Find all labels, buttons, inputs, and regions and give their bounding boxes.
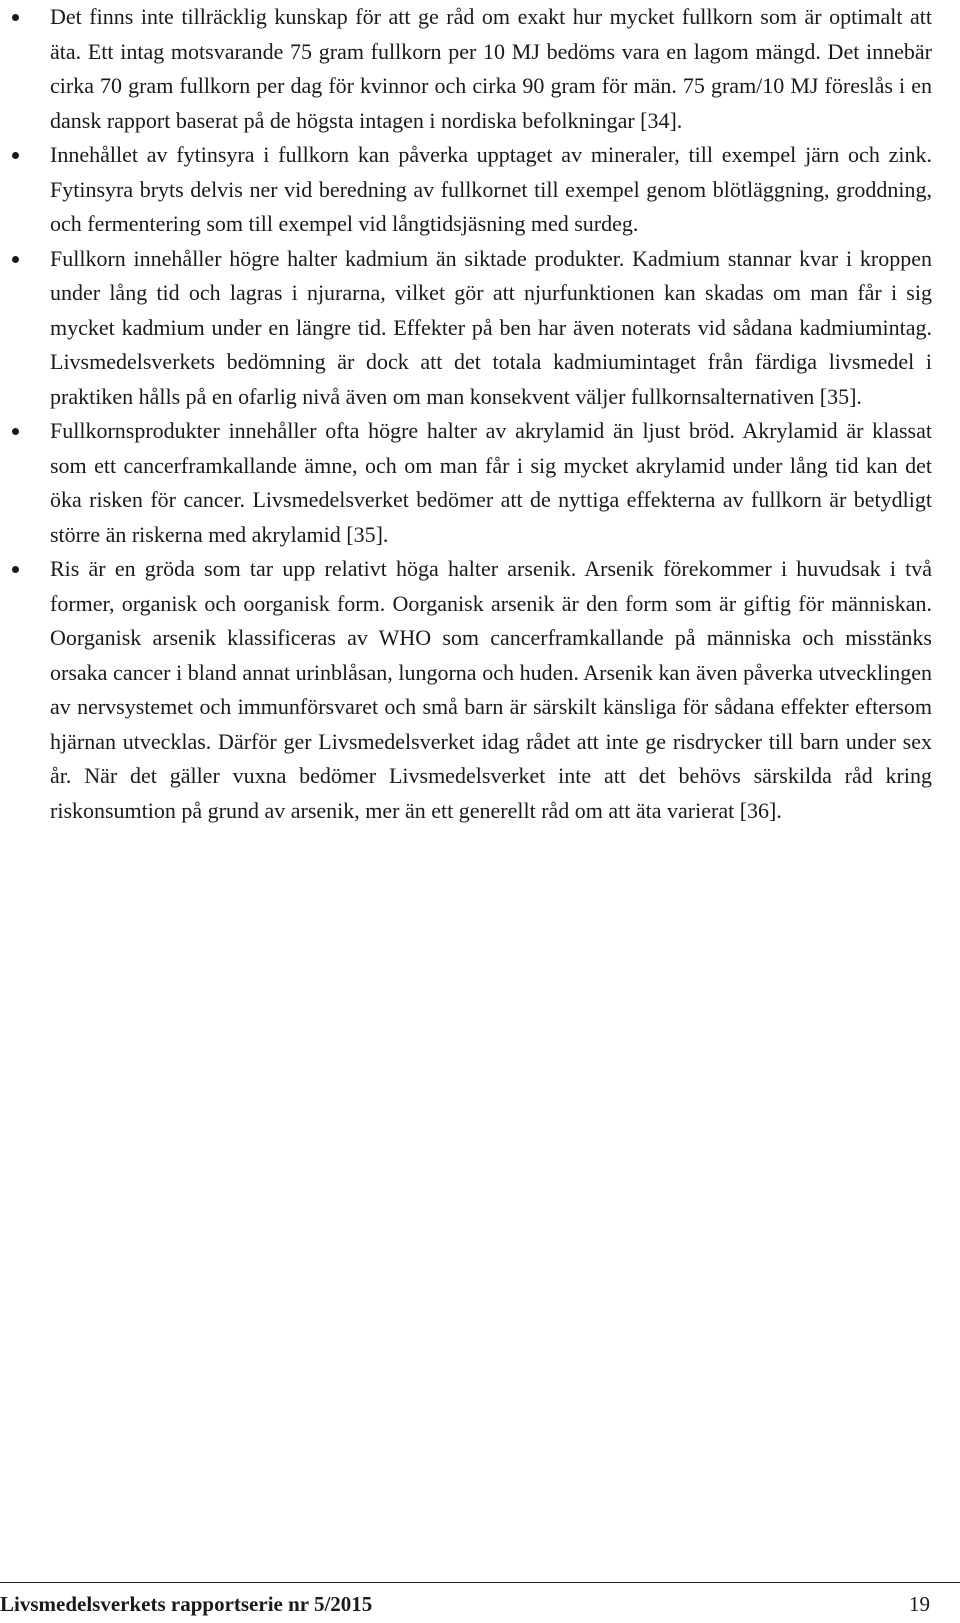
report-series-label: Livsmedelsverkets rapportserie nr 5/2015 bbox=[0, 1592, 373, 1616]
bullet-dot bbox=[12, 14, 19, 21]
bullet-dot bbox=[12, 428, 19, 435]
bullet-dot bbox=[12, 152, 19, 159]
bullet-dot bbox=[12, 256, 19, 263]
page-number: 19 bbox=[909, 1592, 930, 1616]
bullet-item-arsenic bbox=[0, 552, 960, 828]
bullet-text: Innehållet av fytinsyra i fullkorn kan påverka upptaget av mineraler, till exempel järn och zink. Fytinsyra bryts delvis ner vid beredning av fullkornet till exempel genom blötläggning, groddning, och fermentering som till exempel vid långtidsjäsning med surdeg. bbox=[50, 142, 932, 236]
bullet-text: Ris är en gröda som tar upp relativt höga halter arsenik. Arsenik förekommer i huvudsak i två former, organisk och oorganisk form. Oorganisk arsenik är den form som är giftig för människan. Oorganisk arsenik klassificeras av WHO som cancerframkallande på människa och misstänks orsaka cancer i bland annat urinblåsan, lungorna och huden. Arsenik kan även påverka utvecklingen av nervsystemet och immunförsvaret och små barn är särskilt känsliga för sådana effekter eftersom hjärnan utvecklas. Därför ger Livsmedelsverket idag rådet att inte ge risdrycker till barn under sex år. När det gäller vuxna bedömer Livsmedelsverket inte att det behövs särskilda råd kring riskonsumtion på grund av arsenik, mer än ett generellt råd om att äta varierat [36]. bbox=[50, 556, 932, 823]
bullet-item-whole-grain-amount bbox=[0, 0, 960, 138]
bullet-item-phytic-acid bbox=[0, 138, 960, 242]
bullet-dot bbox=[12, 566, 19, 573]
bullet-item-cadmium bbox=[0, 242, 960, 415]
bullet-text: Fullkornsprodukter innehåller ofta högre halter av akrylamid än ljust bröd. Akrylamid är klassat som ett cancerframkallande ämne, och om man får i sig mycket akrylamid under lång tid kan det öka risken för cancer. Livsmedelsverket bedömer att de nyttiga effekterna av fullkorn är betydligt större än riskerna med akrylamid [35]. bbox=[50, 418, 932, 547]
bullet-text: Fullkorn innehåller högre halter kadmium än siktade produkter. Kadmium stannar kvar i kroppen under lång tid och lagras i njurarna, vilket gör att njurfunktionen kan skadas om man får i sig mycket kadmium under en längre tid. Effekter på ben har även noterats vid sådana kadmiumintag. Livsmedelsverkets bedömning är dock att det totala kadmiumintaget från färdiga livsmedel i praktiken hålls på en ofarlig nivå även om man konsekvent väljer fullkornsalternativen [35]. bbox=[50, 245, 932, 409]
page-footer bbox=[0, 1582, 960, 1623]
bullet-text: Det finns inte tillräcklig kunskap för att ge råd om exakt hur mycket fullkorn som är optimalt att äta. Ett intag motsvarande 75 gram fullkorn per 10 MJ bedöms vara en lagom mängd. Det innebär cirka 70 gram fullkorn per dag för kvinnor och cirka 90 gram för män. 75 gram/10 MJ föreslås i en dansk rapport baserat på de högsta intagen i nordiska befolkningar [34]. bbox=[50, 4, 932, 133]
bullet-item-acrylamide bbox=[0, 414, 960, 552]
